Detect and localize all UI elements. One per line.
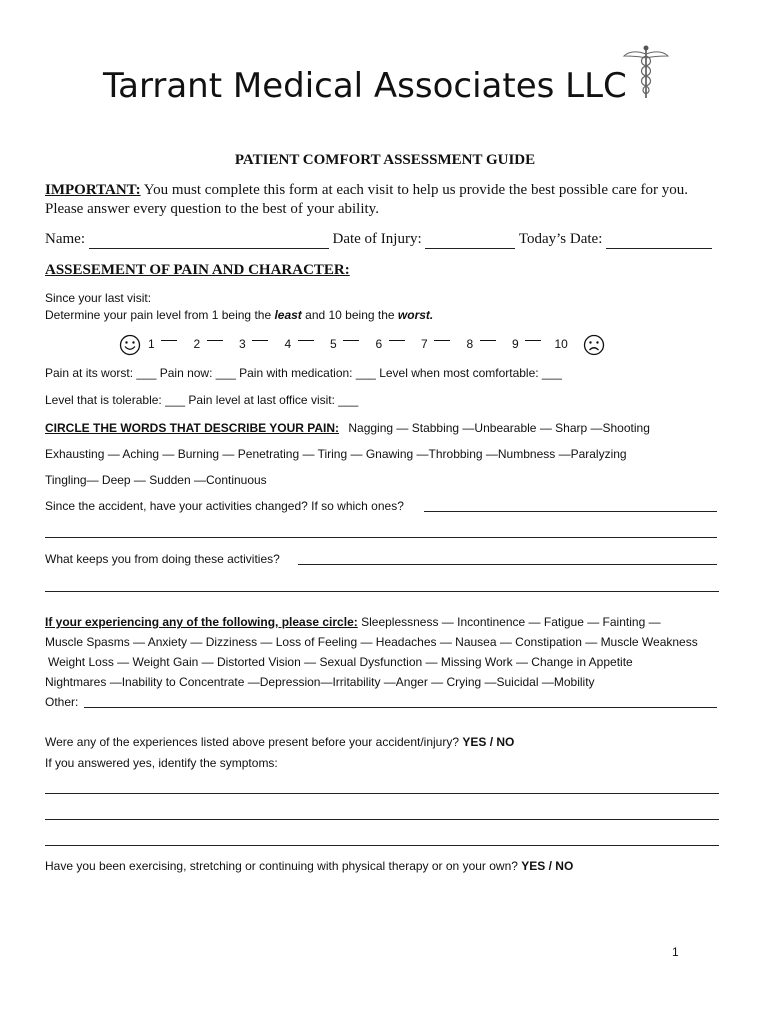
important-text-2: Please answer every question to the best of your ability.: [45, 201, 379, 217]
pain-scale-number[interactable]: 2: [193, 337, 201, 351]
injury-date-field[interactable]: [425, 231, 515, 249]
section-heading-pain: ASSESEMENT OF PAIN AND CHARACTER:: [45, 262, 350, 278]
pain-scale-number[interactable]: 1: [148, 337, 155, 351]
pain-scale-number[interactable]: 6: [375, 337, 383, 351]
form-title: PATIENT COMFORT ASSESSMENT GUIDE: [234, 152, 536, 168]
identify-answer-line-2[interactable]: [45, 819, 719, 820]
name-label: Name:: [45, 231, 85, 247]
pain-scale-dash: [298, 340, 314, 341]
pain-words-row-2[interactable]: Exhausting — Aching — Burning — Penetrating — Tiring — Gnawing —Throbbing —Numbness —Paralyzing: [45, 447, 627, 461]
pain-scale-number[interactable]: 3: [239, 337, 246, 351]
pain-scale-dash: [252, 340, 268, 341]
exercise-row: [45, 859, 573, 873]
instr-least: least: [274, 308, 302, 322]
keeps-question: What keeps you from doing these activities?: [45, 552, 280, 566]
identify-answer-line-3[interactable]: [45, 845, 719, 846]
symptoms-row-1: [45, 615, 661, 629]
instr-part-b: and 10 being the: [301, 308, 398, 322]
circle-words-label: CIRCLE THE WORDS THAT DESCRIBE YOUR PAIN:: [45, 421, 340, 435]
symptoms-row-3[interactable]: Weight Loss — Weight Gain — Distorted Vision — Sexual Dysfunction — Missing Work — Change in Appetite: [48, 655, 633, 669]
experiencing-label: If your experiencing any of the following, please circle:: [45, 615, 358, 629]
pain-scale-dash: [343, 340, 359, 341]
company-name: Tarrant Medical Associates LLC: [103, 66, 627, 106]
symptoms-row-4[interactable]: Nightmares —Inability to Concentrate —Depression—Irritability —Anger — Crying —Suicidal —Mobility: [45, 675, 595, 689]
pain-words-row-3[interactable]: Tingling— Deep — Sudden —Continuous: [45, 473, 267, 487]
happy-face-icon: [119, 334, 141, 356]
pain-scale: [145, 337, 575, 355]
pain-scale-dash: [480, 340, 496, 341]
pain-words-1[interactable]: Nagging — Stabbing —Unbearable — Sharp —Shooting: [348, 421, 650, 435]
pain-scale-number[interactable]: 10: [554, 337, 568, 351]
pain-scale-number[interactable]: 4: [284, 337, 292, 351]
pain-ratings-line-1[interactable]: Pain at its worst: ___ Pain now: ___ Pain with medication: ___ Level when most comfortable: ___: [45, 366, 562, 380]
activities-question: Since the accident, have your activities changed? If so which ones?: [45, 499, 404, 513]
pain-scale-dash: [389, 340, 405, 341]
pain-scale-dash: [161, 340, 177, 341]
pain-scale-number[interactable]: 9: [512, 337, 519, 351]
pain-scale-dash: [525, 340, 541, 341]
pain-ratings-line-2[interactable]: Level that is tolerable: ___ Pain level at last office visit: ___: [45, 393, 359, 407]
important-text: You must complete this form at each visit to help us provide the best possible care for you.: [143, 182, 688, 198]
today-date-label: Today’s Date:: [518, 231, 603, 247]
pain-level-instructions: [45, 308, 433, 322]
activities-answer-line-2[interactable]: [45, 537, 717, 538]
patient-info-row: [45, 231, 712, 249]
identify-answer-line-1[interactable]: [45, 793, 719, 794]
important-notice: [45, 182, 688, 199]
pain-scale-number[interactable]: 7: [421, 337, 428, 351]
exercise-question: Have you been exercising, stretching or continuing with physical therapy or on your own?: [45, 859, 518, 873]
injury-date-label: Date of Injury:: [332, 231, 422, 247]
activities-answer-line[interactable]: [424, 511, 717, 512]
page-number: 1: [672, 945, 679, 959]
pain-scale-dash: [434, 340, 450, 341]
present-before-question: Were any of the experiences listed above present before your accident/injury?: [45, 735, 460, 749]
other-label: Other:: [45, 695, 79, 709]
caduceus-icon: [622, 44, 670, 100]
instr-part-a: Determine your pain level from 1 being the: [45, 308, 275, 322]
keeps-answer-line[interactable]: [298, 564, 717, 565]
pain-words-row-1: [45, 421, 650, 435]
today-date-field[interactable]: [606, 231, 712, 249]
exercise-yes-no[interactable]: YES / NO: [521, 859, 574, 873]
symptoms-row-2[interactable]: Muscle Spasms — Anxiety — Dizziness — Loss of Feeling — Headaches — Nausea — Constipation — Muscle Weakness: [45, 635, 698, 649]
name-field[interactable]: [89, 231, 329, 249]
since-last-visit: Since your last visit:: [45, 291, 152, 305]
present-before-row: [45, 735, 514, 749]
sad-face-icon: [583, 334, 605, 356]
pain-scale-number[interactable]: 5: [330, 337, 337, 351]
other-answer-line[interactable]: [84, 707, 717, 708]
important-label: IMPORTANT:: [45, 182, 141, 198]
symptoms-1[interactable]: Sleeplessness — Incontinence — Fatigue — Fainting —: [361, 615, 661, 629]
pain-scale-number[interactable]: 8: [466, 337, 474, 351]
instr-worst: worst.: [397, 308, 434, 322]
present-before-yes-no[interactable]: YES / NO: [462, 735, 515, 749]
pain-scale-dash: [207, 340, 223, 341]
keeps-answer-line-2[interactable]: [45, 591, 719, 592]
identify-question: If you answered yes, identify the symptoms:: [45, 756, 278, 770]
